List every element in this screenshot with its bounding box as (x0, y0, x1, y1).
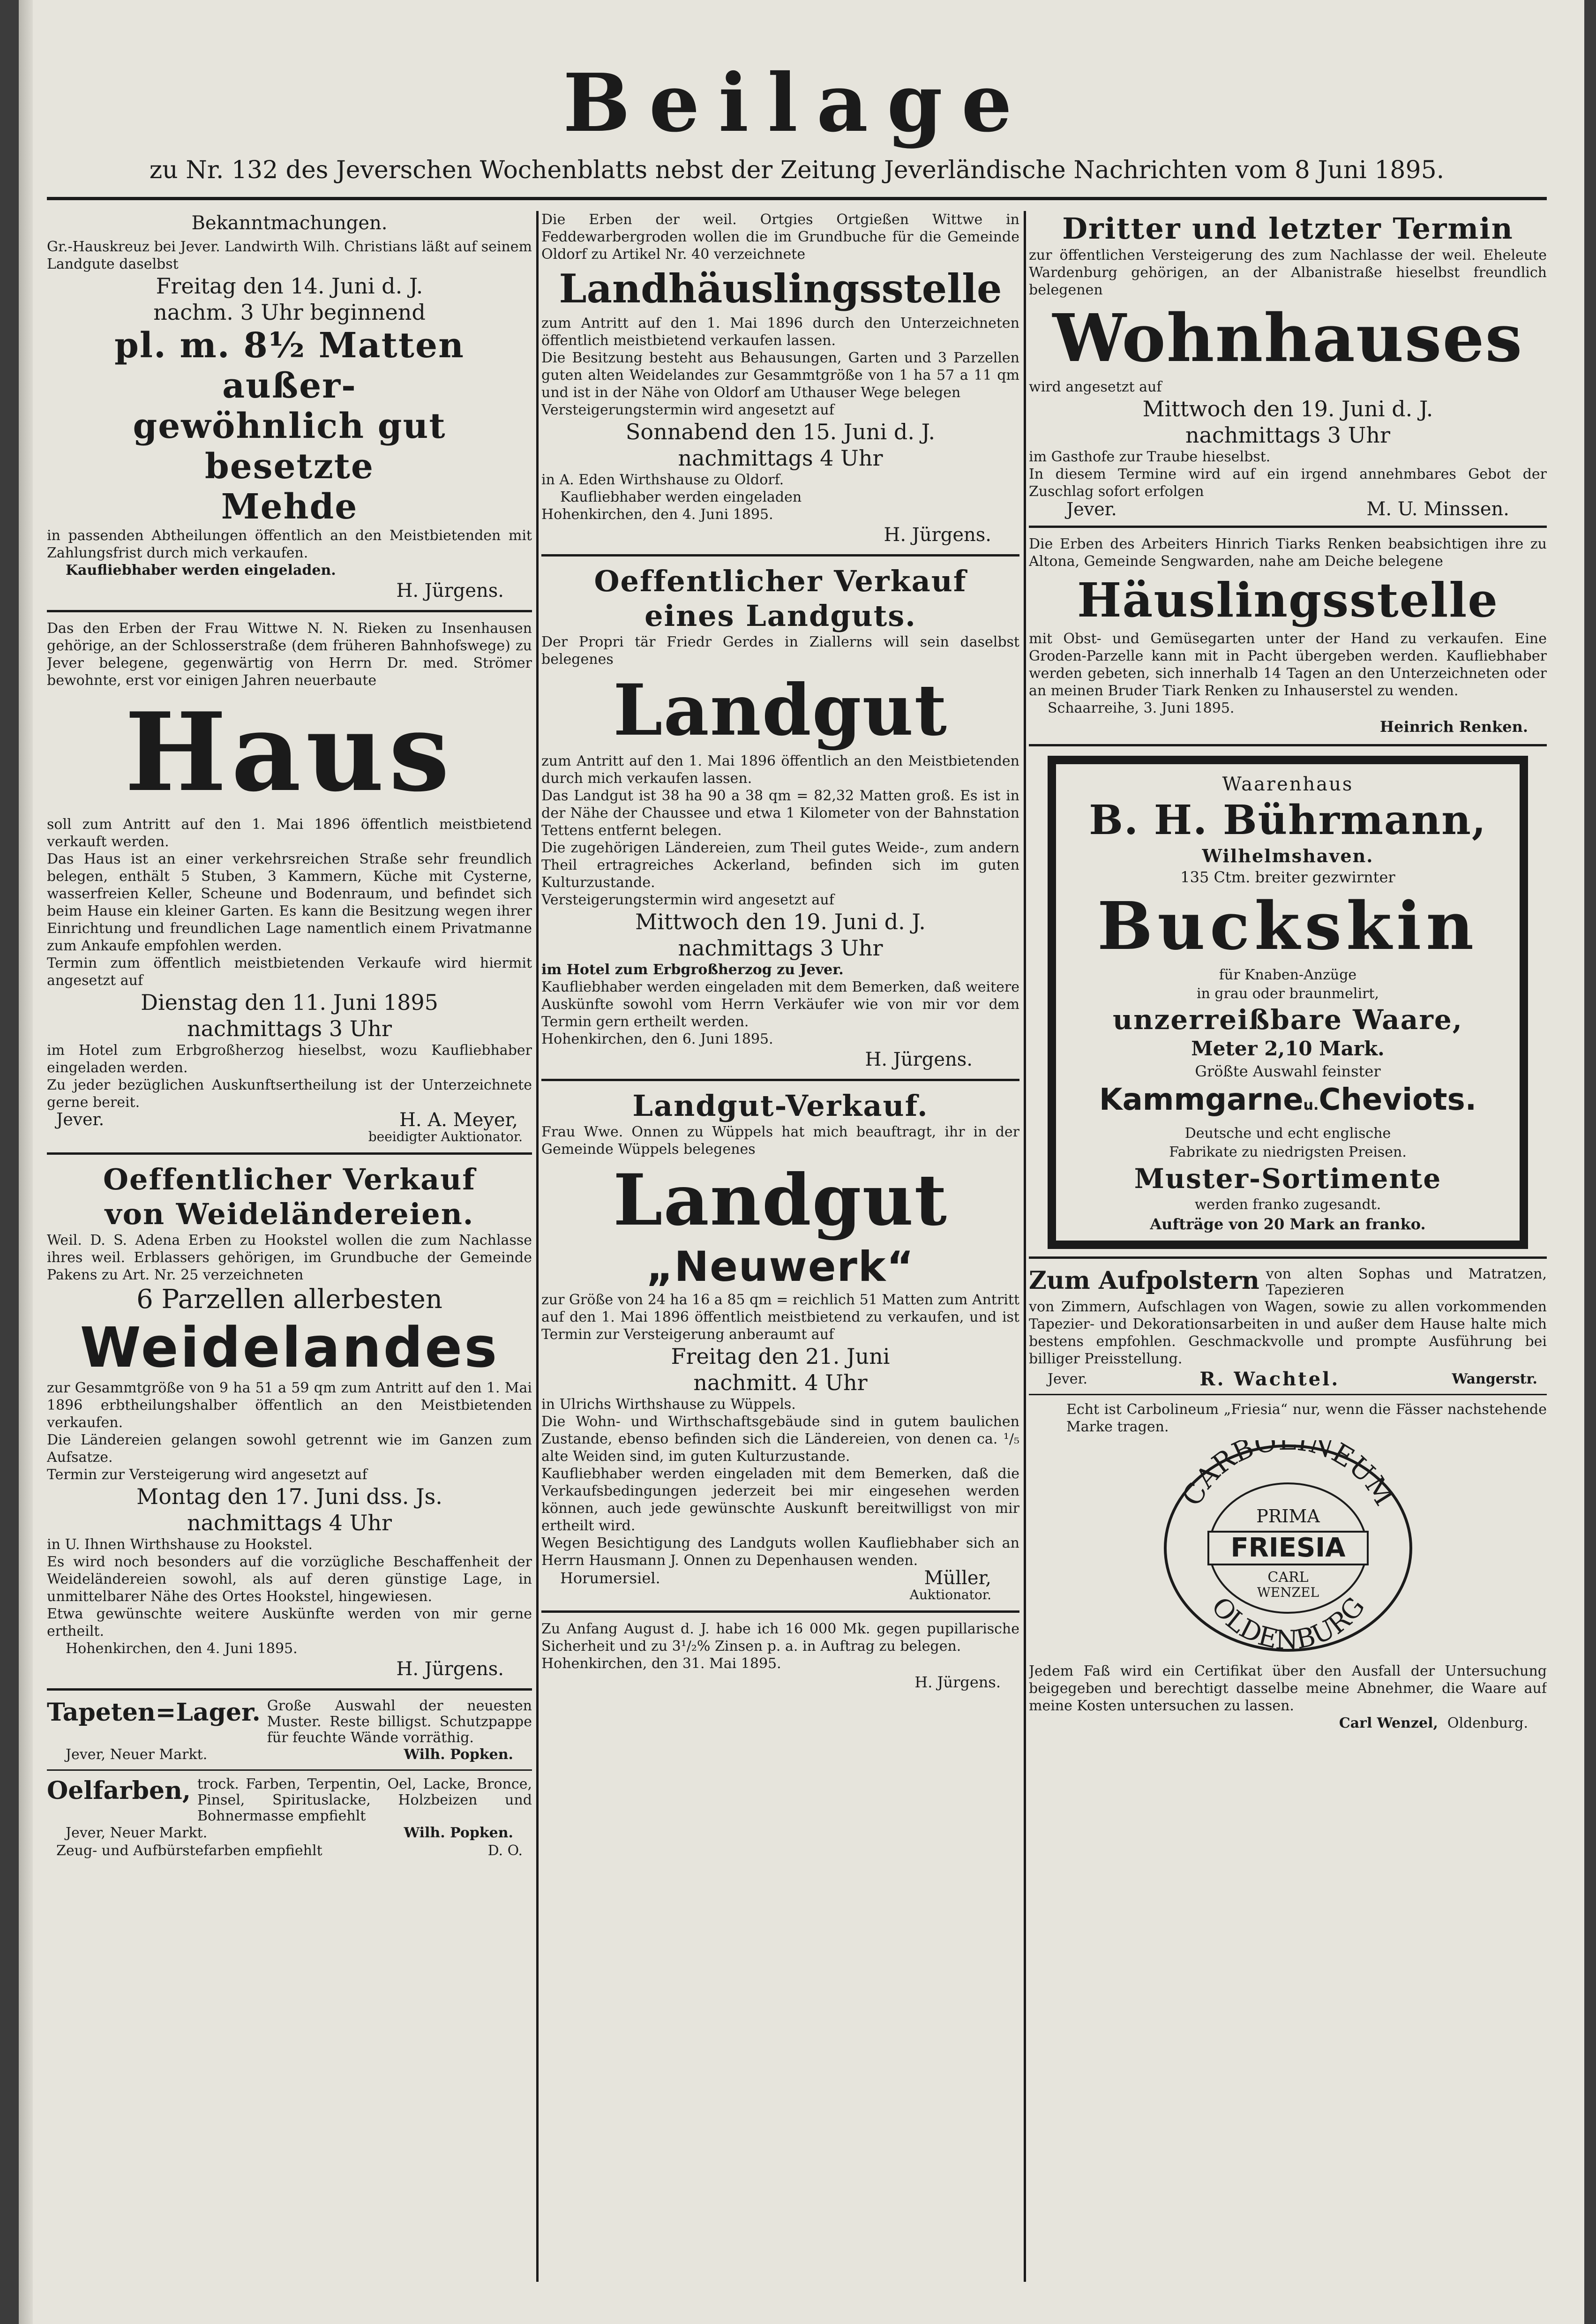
signature: Carl Wenzel, (1339, 1715, 1438, 1731)
section-heading: Bekanntmachungen. (191, 212, 388, 234)
signature-line (1029, 1715, 1547, 1732)
signature-line (47, 1824, 532, 1842)
seal-prima: PRIMA (1256, 1506, 1320, 1527)
text: Hohenkirchen, den 4. Juni 1895. (541, 506, 773, 523)
headline-big: Landgut (613, 1159, 948, 1241)
headline-big: Buckskin (1097, 888, 1479, 965)
product-kammgarne: Kammgarne (1099, 1083, 1304, 1117)
column-rule-2 (1024, 211, 1026, 2282)
headline: Tapeten=Lager. (47, 1698, 261, 1727)
date: Sonnabend den 15. Juni d. J. (625, 419, 936, 444)
text: Zu Anfang August d. J. habe ich 16 000 Mk. gegen pupillarische Sicherheit und zu 3¹/₂% Zinsen p. a. in Auftrag zu belegen. (541, 1621, 1019, 1655)
ad-buehrmann (1048, 756, 1528, 1249)
headline-big: Häuslingsstelle (1077, 572, 1499, 628)
ad-line: unzerreißbare Waare, (1113, 1004, 1463, 1036)
date: Mittwoch den 19. Juni d. J. (635, 909, 926, 934)
ad-line: in grau oder braunmelirt, (1196, 985, 1379, 1002)
signature: H. Jürgens. (396, 1658, 504, 1680)
ad-haeuslingsstelle (1029, 535, 1547, 737)
text: soll zum Antritt auf den 1. Mai 1896 öffentlich meistbietend verkauft werden. (47, 816, 532, 850)
date: Mittwoch den 19. Juni d. J. (1142, 396, 1433, 421)
ad-landgut-1 (541, 564, 1019, 1071)
ad-landgut-neuwerk (541, 1089, 1019, 1603)
text: Weil. D. S. Adena Erben zu Hookstel wollen die zum Nachlasse ihres weil. Erblassers gehörigen, im Grundbuche der Gemeinde Pakens zu Art. Nr. 25 verzeichneten (47, 1232, 532, 1283)
place: Jever. (1066, 499, 1117, 519)
column-3 (1029, 211, 1547, 2305)
text: zur öffentlichen Versteigerung des zum Nachlasse der weil. Eheleute Wardenburg gehörigen, an der Albanistraße hieselbst freundlich belegenen (1029, 247, 1547, 298)
friesia-seal (1157, 1440, 1419, 1656)
ad-line: 135 Ctm. breiter gezwirnter (1180, 868, 1395, 886)
headline: eines Landguts. (644, 599, 916, 633)
headline: Oeffentlicher Verkauf (594, 564, 967, 598)
masthead (47, 56, 1547, 202)
text: In diesem Termine wird auf ein irgend annehmbares Gebot der Zuschlag sofort erfolgen (1029, 466, 1547, 500)
column-rule-1 (536, 211, 539, 2282)
headline: Zum Aufpolstern (1029, 1266, 1259, 1295)
signature: H. Jürgens. (396, 580, 504, 602)
text: Jedem Faß wird ein Certifikat über den Ausfall der Untersuchung beigegeben und berechtigt dasselbe meine Abnehmer, die Waare auf meine Kosten untersuchen zu lassen. (1029, 1663, 1547, 1714)
headline: von Weideländereien. (105, 1197, 474, 1231)
newspaper-page (19, 0, 1584, 2324)
signature: H. A. Meyer, (399, 1109, 518, 1131)
divider (1029, 744, 1547, 746)
text: Echt ist Carbolineum „Friesia“ nur, wenn die Fässer nachstehende Marke tragen. (1066, 1401, 1547, 1435)
ad-line: Deutsche und echt englische (1184, 1125, 1391, 1142)
masthead-subtitle: zu Nr. 132 des Jeverschen Wochenblatts nebst der Zeitung Jeverländische Nachrichten vom 8 Juni 1895. (149, 156, 1445, 184)
text: Etwa gewünschte weitere Auskünfte werden von mir gerne ertheilt. (47, 1606, 532, 1640)
page-spine (19, 0, 33, 2324)
text: Kaufliebhaber werden eingeladen mit dem Bemerken, daß die Verkaufsbedingungen jederzeit bei mir eingesehen werden können, auch jede gewünschte Auskunft bereitwilligst von mir ertheilt wird. (541, 1466, 1019, 1534)
product-cheviots: Cheviots. (1319, 1083, 1476, 1117)
place: Horumersiel. (560, 1569, 660, 1587)
company-name: B. H. Bührmann, (1089, 797, 1487, 844)
text: in Ulrichs Wirthshause zu Wüppels. (541, 1396, 796, 1413)
divider (541, 554, 1019, 557)
place: Jever, Neuer Markt. (66, 1746, 208, 1763)
date: Freitag den 21. Juni (671, 1344, 890, 1369)
place: Jever. (56, 1110, 105, 1129)
ad-line: Waarenhaus (1222, 774, 1354, 795)
signature: H. Jürgens. (865, 1049, 973, 1070)
column-2 (541, 211, 1019, 2305)
seal-bottom-path: OLDENBURG (1205, 1591, 1371, 1656)
masthead-title: Beilage (562, 56, 1031, 150)
signature: H. Jürgens. (914, 1673, 1001, 1691)
text: mit Obst- und Gemüsegarten unter der Hand zu verkaufen. Eine Groden-Parzelle kann mit in Pacht übergeben werden. Kaufliebhaber werden gebeten, sich innerhalb 14 Tagen an den Unterzeichneten oder an meinen Bruder Tiark Renken zu Inhauserstel zu wenden. (1029, 631, 1547, 699)
text: Zu jeder bezüglichen Auskunftsertheilung ist der Unterzeichnete gerne bereit. (47, 1077, 532, 1111)
divider (47, 1152, 532, 1155)
date: Montag den 17. Juni dss. Js. (136, 1484, 442, 1509)
ad-line: werden franko zugesandt. (1194, 1196, 1381, 1213)
text: Frau Wwe. Onnen zu Wüppels hat mich beauftragt, ihr in der Gemeinde Wüppels belegenes (541, 1124, 1019, 1158)
text: Das Haus ist an einer verkehrsreichen Straße sehr freundlich belegen, enthält 5 Stuben, 3 Kammern, Küche mit Cysterne, wasserfreien Keller, Scheune und Bodenraum, und befindet sich beim Hause ein kleiner Garten. Es kann die Besitzung wegen ihrer Einrichtung und freundlichen Lage namentlich einem Privatmanne zum Ankaufe empfohlen werden. (47, 851, 532, 954)
ad-haus (47, 620, 532, 1145)
text: Kaufliebhaber werden eingeladen mit dem Bemerken, daß weitere Auskünfte sowohl vom Herrn Verkäufer wie von mir vor dem Termin gern ertheilt werden. (541, 979, 1019, 1030)
text: Die Erben der weil. Ortgies Ortgießen Wittwe in Feddewarbergroden wollen die im Grundbuche für die Gemeinde Oldorf zu Artikel Nr. 40 verzeichnete (541, 211, 1019, 263)
text: zum Antritt auf den 1. Mai 1896 durch den Unterzeichneten öffentlich meistbietend verkaufen lassen. (541, 315, 1019, 349)
text: Hohenkirchen, den 4. Juni 1895. (66, 1640, 298, 1657)
text: Schaarreihe, 3. Juni 1895. (1048, 700, 1235, 716)
text: Versteigerungstermin wird angesetzt auf (541, 892, 834, 908)
text: zum Antritt auf den 1. Mai 1896 öffentlich an den Meistbietenden durch mich verkaufen lassen. (541, 753, 1019, 787)
text: von Zimmern, Aufschlagen von Wagen, sowie zu allen vorkommenden Tapezier- und Dekorationsarbeiten in und außer dem Hause halte mich bestens empfohlen. Geschmackvolle und prompte Ausführung bei billiger Preisstellung. (1029, 1299, 1547, 1367)
text: Hohenkirchen, den 6. Juni 1895. (541, 1031, 773, 1047)
text: im Hotel zum Erbgroßherzog zu Jever. (541, 962, 844, 978)
signature: Wilh. Popken. (404, 1746, 513, 1763)
signature-line (47, 1111, 532, 1129)
text: Kaufliebhaber werden eingeladen. (66, 562, 336, 579)
masthead-rule (47, 197, 1547, 200)
text: Versteigerungstermin wird angesetzt auf (541, 402, 834, 418)
date: Dienstag den 11. Juni 1895 (141, 990, 438, 1015)
time: nachmittags 3 Uhr (187, 1016, 392, 1041)
signature-line (1029, 500, 1547, 518)
signature: D. O. (487, 1843, 523, 1859)
seal-top-text (1176, 1440, 1400, 1511)
time: nachmittags 4 Uhr (678, 445, 883, 471)
signature-title: Auktionator. (909, 1587, 991, 1602)
text: wird angesetzt auf (1029, 379, 1162, 395)
headline: Oeffentlicher Verkauf (103, 1162, 476, 1196)
column-1 (47, 211, 532, 2305)
text: Große Auswahl der neuesten Muster. Reste billigst. Schutzpappe für feuchte Wände vorräthig. (267, 1698, 532, 1746)
text: in U. Ihnen Wirthshause zu Hookstel. (47, 1536, 313, 1553)
headline: 6 Parzellen allerbesten (136, 1284, 442, 1315)
text: Es wird noch besonders auf die vorzügliche Beschaffenheit der Weideländereien sowohl, als auf deren günstige Lage, in unmittelbarer Nähe des Ortes Hookstel, hingewiesen. (47, 1554, 532, 1605)
product-line (1065, 1081, 1510, 1124)
divider (1029, 526, 1547, 528)
signature: M. U. Minssen. (1366, 498, 1509, 520)
ad-line: Wilhelmshaven. (1202, 845, 1374, 866)
seal-wenzel: WENZEL (1257, 1585, 1319, 1600)
headline: Mehde (221, 487, 358, 527)
estate-name: „Neuwerk“ (646, 1242, 915, 1291)
signature: H. Jürgens. (884, 524, 991, 546)
ad-oelfarben (47, 1776, 532, 1824)
ad-line: Aufträge von 20 Mark an franko. (1150, 1215, 1426, 1233)
signature: Müller, (924, 1567, 991, 1589)
text: Die Ländereien gelangen sowohl getrennt wie im Ganzen zum Aufsatze. (47, 1432, 532, 1466)
ad-carbolineum (1029, 1401, 1547, 1732)
ad-line: Größte Auswahl feinster (1195, 1062, 1381, 1080)
text: Termin zum öffentlich meistbietenden Verkaufe wird hiermit angesetzt auf (47, 955, 532, 989)
friesia-stamp (1029, 1440, 1547, 1658)
text: zur Gesammtgröße von 9 ha 51 a 59 qm zum Antritt auf den 1. Mai 1896 erbtheilungshalber öffentlich an den Meistbietenden verkaufen. (47, 1380, 532, 1431)
seal-top-path: CARBOLINEUM (1175, 1440, 1401, 1512)
headline: Oelfarben, (47, 1776, 191, 1805)
divider (1029, 1394, 1547, 1395)
signature: Wilh. Popken. (404, 1825, 513, 1841)
time: nachmittags 4 Uhr (187, 1510, 392, 1535)
signature-line (1029, 1370, 1547, 1388)
date: Freitag den 14. Juni d. J. (156, 273, 423, 299)
text: Wegen Besichtigung des Landguts wollen Kaufliebhaber sich an Herrn Hausmann J. Onnen zu Depenhausen wenden. (541, 1535, 1019, 1569)
ad-line: Muster-Sortimente (1134, 1163, 1442, 1195)
place: Jever. (1048, 1371, 1088, 1387)
time: nachmitt. 4 Uhr (693, 1370, 868, 1395)
divider (1029, 1256, 1547, 1259)
ad-tapeten (47, 1698, 532, 1746)
text: trock. Farben, Terpentin, Oel, Lacke, Bronce, Pinsel, Spirituslacke, Holzbeizen und Bohnermasse empfiehlt (197, 1776, 532, 1824)
signature: R. Wachtel. (1199, 1368, 1340, 1390)
signature-title: beeidigter Auktionator. (368, 1129, 523, 1144)
text: Kaufliebhaber werden eingeladen (560, 489, 802, 505)
headline-big: Haus (124, 689, 455, 816)
text: Termin zur Versteigerung wird angesetzt auf (47, 1467, 367, 1483)
divider (47, 1769, 532, 1771)
headline: pl. m. 8½ Matten außer- (114, 325, 465, 406)
text: in A. Eden Wirthshause zu Oldorf. (541, 472, 784, 488)
seal-friesia: FRIESIA (1230, 1533, 1345, 1563)
ad-kapital (541, 1620, 1019, 1692)
headline: Dritter und letzter Termin (1062, 211, 1514, 246)
ad-landhaeuslingsstelle (541, 211, 1019, 547)
text: Die zugehörigen Ländereien, zum Theil gutes Weide-, zum andern Theil ertragreiches Ackerland, befinden sich im guten Kulturzustande. (541, 840, 1019, 891)
divider (47, 610, 532, 612)
price: Meter 2,10 Mark. (1191, 1037, 1385, 1060)
divider (541, 1610, 1019, 1613)
signature-line (47, 1842, 532, 1860)
text: Zeug- und Aufbürstefarben empfiehlt (56, 1843, 322, 1859)
signature: Heinrich Renken. (1379, 718, 1528, 736)
headline-big: Landgut (613, 669, 948, 752)
signature-line (541, 1569, 1019, 1587)
time: nachmittags 3 Uhr (1185, 422, 1391, 448)
text: Die Erben des Arbeiters Hinrich Tiarks Renken beabsichtigen ihre zu Altona, Gemeinde Sengwarden, nahe am Deiche belegene (1029, 536, 1547, 570)
headline: gewöhnlich gut besetzte (133, 406, 446, 487)
divider (541, 1079, 1019, 1081)
text: Gr.-Hauskreuz bei Jever. Landwirth Wilh. Christians läßt auf seinem Landgute daselbst (47, 239, 532, 272)
text: Hohenkirchen, den 31. Mai 1895. (541, 1655, 781, 1672)
product-and: u. (1303, 1097, 1319, 1113)
text: Die Besitzung besteht aus Behausungen, Garten und 3 Parzellen guten alten Weidelandes zur Gesammtgröße von 1 ha 57 a 11 qm und ist in der Nähe von Oldorf am Uthauser Wege belegen (541, 350, 1019, 401)
headline-big: Weidelandes (80, 1315, 499, 1380)
text: von alten Sophas und Matratzen, Tapezieren (1266, 1266, 1547, 1298)
seal-carl: CARL (1267, 1569, 1309, 1586)
ad-aufpolstern (1029, 1266, 1547, 1388)
ad-mehde (47, 211, 532, 602)
time: nachmittags 3 Uhr (678, 935, 883, 961)
divider (47, 1688, 532, 1691)
text: im Hotel zum Erbgroßherzog hieselbst, wozu Kaufliebhaber eingeladen werden. (47, 1042, 532, 1076)
text: Die Wohn- und Wirthschaftsgebäude sind in gutem baulichen Zustande, ebenso befinden sich die Ländereien, von denen ca. ¹/₅ alte Weiden sind, im guten Kulturzustande. (541, 1414, 1019, 1465)
text: Der Propri tär Friedr Gerdes in Ziallerns will sein daselbst belegenes (541, 634, 1019, 668)
text: Das den Erben der Frau Wittwe N. N. Rieken zu Insenhausen gehörige, an der Schlosserstraße (dem früheren Bahnhofswege) zu Jever belegene, gegenwärtig von Herrn Dr. med. Strömer bewohnte, erst vor einigen Jahren neuerbaute (47, 620, 532, 689)
text: in passenden Abtheilungen öffentlich an den Meistbietenden mit Zahlungsfrist durch mich verkaufen. (47, 527, 532, 561)
ad-line: Fabrikate zu niedrigsten Preisen. (1169, 1144, 1407, 1160)
text: Das Landgut ist 38 ha 90 a 38 qm = 82,32 Matten groß. Es ist in der Nähe der Chaussee und etwa 1 Kilometer von der Bahnstation Tettens entfernt belegen. (541, 788, 1019, 839)
time: nachm. 3 Uhr beginnend (153, 300, 426, 325)
ad-line: für Knaben-Anzüge (1219, 967, 1357, 983)
headline-big: Landhäuslingsstelle (559, 265, 1002, 312)
ad-weideland (47, 1162, 532, 1681)
seal-bottom-text (1205, 1592, 1371, 1656)
text: im Gasthofe zur Traube hieselbst. (1029, 449, 1271, 465)
headline: Landgut-Verkauf. (632, 1089, 929, 1123)
street: Wangerstr. (1452, 1371, 1537, 1387)
signature-line (47, 1746, 532, 1764)
place: Oldenburg. (1447, 1715, 1528, 1731)
headline-big: Wohnhauses (1052, 300, 1523, 377)
text: zur Größe von 24 ha 16 a 85 qm = reichlich 51 Matten zum Antritt auf den 1. Mai 1896 öffentlich meistbietend zu verkaufen, und ist Termin zur Versteigerung anberaumt auf (541, 1292, 1019, 1343)
place: Jever, Neuer Markt. (66, 1825, 208, 1841)
ad-wohnhaus (1029, 211, 1547, 518)
